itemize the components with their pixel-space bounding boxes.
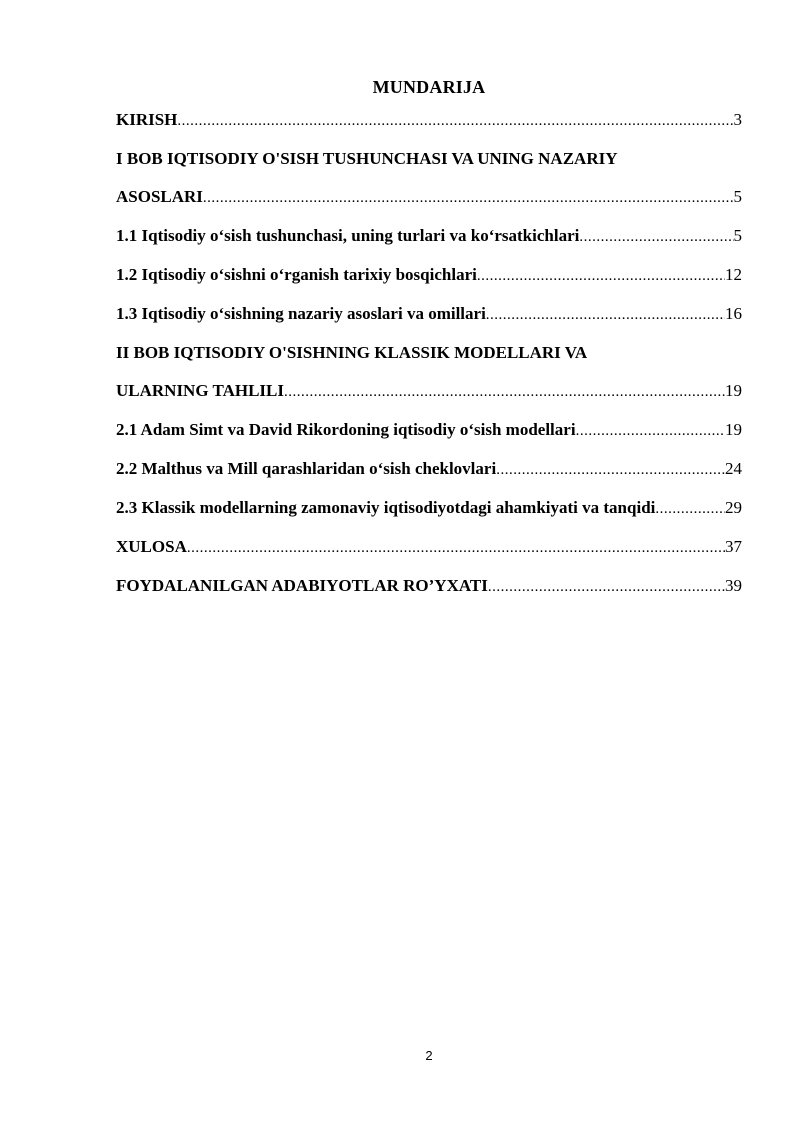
dot-leader <box>177 109 733 133</box>
toc-entry-1-1[interactable] <box>116 224 742 248</box>
toc-entry-page: 16 <box>725 304 742 323</box>
toc-entry-xulosa[interactable] <box>116 535 742 559</box>
toc-entry-page: 19 <box>725 420 742 439</box>
toc-entry-label: 1.2 Iqtisodiy o‘sishni o‘rganish tarixiy bosqichlari <box>116 265 477 284</box>
toc-entry-label-line1: II BOB IQTISODIY O'SISHNING KLASSIK MODELLARI VA <box>116 343 588 362</box>
toc-entry-page: 3 <box>733 110 742 129</box>
toc-entry-label: FOYDALANILGAN ADABIYOTLAR RO’YXATI <box>116 576 488 595</box>
toc-entry-page: 12 <box>725 265 742 284</box>
toc-entry-label: 2.3 Klassik modellarning zamonaviy iqtisodiyotdagi ahamkiyati va tanqidi <box>116 498 656 517</box>
toc-entry-1-3[interactable] <box>116 302 742 326</box>
toc-entry-label: ASOSLARI <box>116 187 203 206</box>
toc-entry-label: XULOSA <box>116 537 187 556</box>
toc-entry-2-3[interactable] <box>116 496 742 520</box>
toc-entry-chapter-2[interactable] <box>116 341 742 403</box>
toc-entry-page: 24 <box>725 459 742 478</box>
dot-leader <box>496 458 725 482</box>
toc-heading: MUNDARIJA <box>372 77 486 97</box>
dot-leader <box>576 419 725 443</box>
dot-leader <box>284 380 725 404</box>
dot-leader <box>486 303 725 327</box>
table-of-contents <box>116 108 742 613</box>
dot-leader <box>203 186 734 210</box>
dot-leader <box>477 264 725 288</box>
toc-entry-adabiyotlar[interactable] <box>116 574 742 598</box>
dot-leader <box>488 575 725 599</box>
toc-entry-label: 2.1 Adam Simt va David Rikordoning iqtisodiy o‘sish modellari <box>116 420 576 439</box>
toc-entry-page: 5 <box>733 187 742 206</box>
toc-entry-page: 39 <box>725 576 742 595</box>
toc-entry-label: 1.1 Iqtisodiy o‘sish tushunchasi, uning turlari va ko‘rsatkichlari <box>116 226 580 245</box>
toc-entry-page: 37 <box>725 537 742 556</box>
dot-leader <box>187 536 725 560</box>
toc-entry-chapter-1[interactable] <box>116 147 742 209</box>
toc-entry-label: 1.3 Iqtisodiy o‘sishning nazariy asoslari va omillari <box>116 304 486 323</box>
toc-entry-page: 5 <box>733 226 742 245</box>
dot-leader <box>579 225 733 249</box>
toc-entry-page: 19 <box>725 381 742 400</box>
toc-entry-page: 29 <box>725 498 742 517</box>
page-number: 2 <box>425 1048 433 1063</box>
toc-entry-2-2[interactable] <box>116 457 742 481</box>
toc-entry-kirish[interactable] <box>116 108 742 132</box>
toc-entry-label: 2.2 Malthus va Mill qarashlaridan o‘sish cheklovlari <box>116 459 497 478</box>
toc-entry-1-2[interactable] <box>116 263 742 287</box>
toc-entry-label-line1: I BOB IQTISODIY O'SISH TUSHUNCHASI VA UNING NAZARIY <box>116 149 618 168</box>
toc-entry-label: KIRISH <box>116 110 178 129</box>
toc-entry-label: ULARNING TAHLILI <box>116 381 284 400</box>
dot-leader <box>655 497 725 521</box>
toc-entry-2-1[interactable] <box>116 418 742 442</box>
